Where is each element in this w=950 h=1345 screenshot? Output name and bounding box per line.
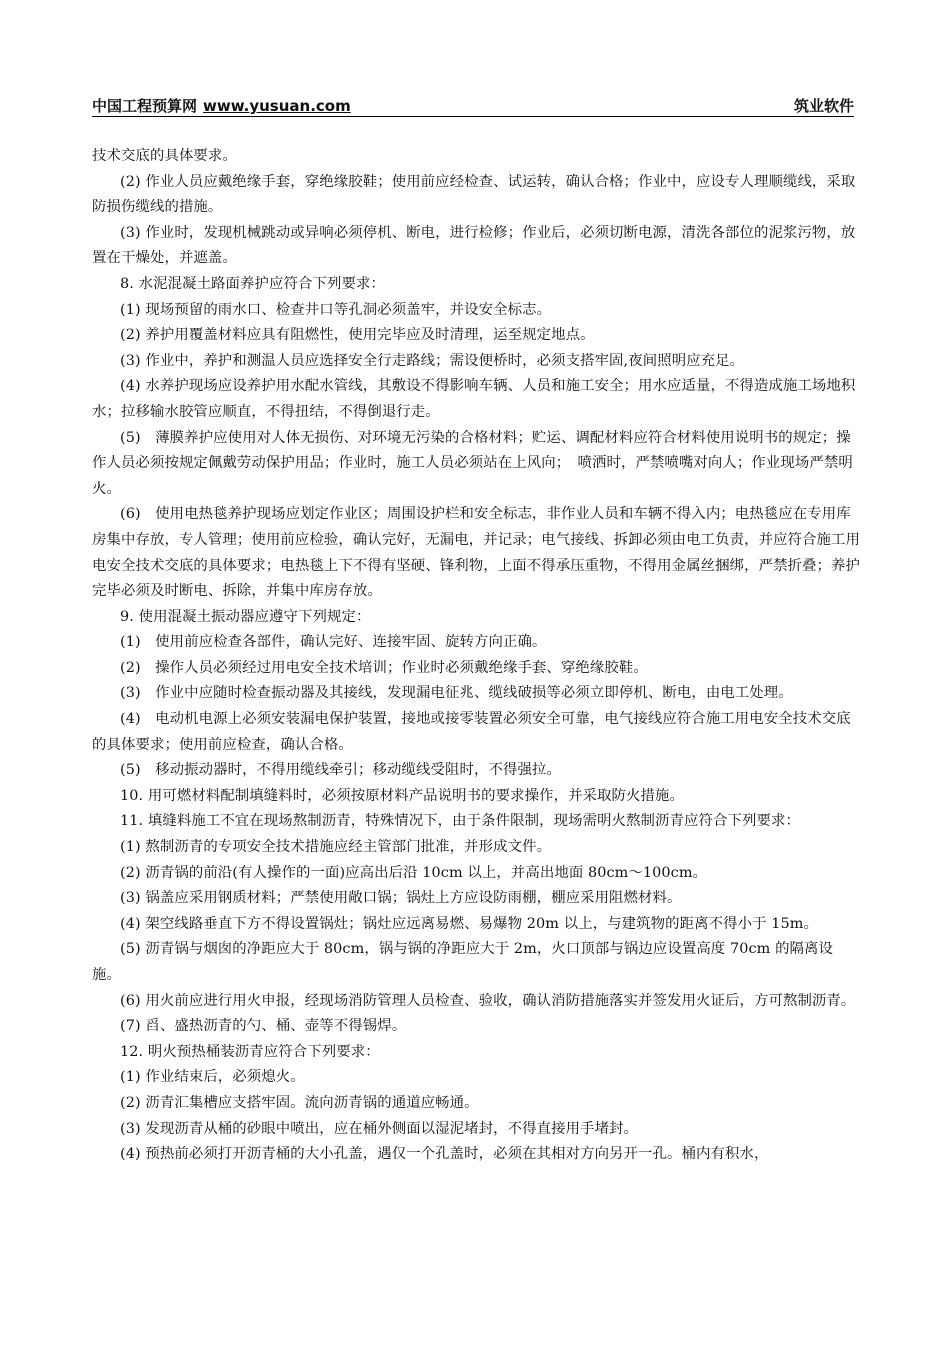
paragraph: 9. 使用混凝土振动器应遵守下列规定：: [120, 608, 371, 625]
paragraph: (1) 现场预留的雨水口、检查井口等孔洞必须盖牢，并设安全标志。: [120, 301, 552, 318]
paragraph: 12. 明火预热桶装沥青应符合下列要求：: [120, 1043, 380, 1060]
paragraph: 8. 水泥混凝土路面养护应符合下列要求：: [120, 275, 385, 292]
paragraph: (3) 作业中应随时检查振动器及其接线，发现漏电征兆、缆线破损等必须立即停机、断电，由电工处理。: [120, 685, 793, 702]
paragraph: (3) 作业中，养护和测温人员应选择安全行走路线；需设便桥时，必须支搭牢固,夜间照明应充足。: [120, 352, 745, 369]
paragraph: (7) 舀、盛热沥青的勺、桶、壶等不得锡焊。: [120, 1018, 407, 1035]
paragraph: (2) 作业人员应戴绝缘手套，穿绝缘胶鞋；使用前应经检查、试运转，确认合格；作业中，应设专人理顺缆线，采取防损伤缆线的措施。: [92, 173, 856, 216]
paragraph: (4) 预热前必须打开沥青桶的大小孔盖，遇仅一个孔盖时，必须在其相对方向另开一孔。桶内有积水，: [120, 1146, 769, 1163]
document-body: [92, 144, 860, 1168]
paragraph: (4) 架空线路垂直下方不得设置锅灶；锅灶应远离易燃、易爆物 20m 以上，与建筑物的距离不得小于 15m。: [120, 915, 819, 932]
site-url[interactable]: www.yusuan.com: [203, 97, 351, 115]
paragraph: 技术交底的具体要求。: [92, 148, 237, 164]
header-right-text: 筑业软件: [793, 97, 854, 115]
header-left: [92, 95, 351, 116]
paragraph: (3) 发现沥青从桶的砂眼中喷出，应在桶外侧面以湿泥堵封，不得直接用手堵封。: [120, 1120, 639, 1137]
paragraph: 10. 用可燃材料配制填缝料时，必须按原材料产品说明书的要求操作，并采取防火措施。: [120, 787, 685, 804]
paragraph: (1) 使用前应检查各部件，确认完好、连接牢固、旋转方向正确。: [120, 634, 547, 651]
paragraph: (6) 使用电热毯养护现场应划定作业区；周围设护栏和安全标志，非作业人员和车辆不得入内；电热毯应在专用库房集中存放，专人管理；使用前应检验，确认完好，无漏电，并记录；电气接线、拆卸必须由电工负责，并应符合施工用电安全技术交底的具体要求；电热毯上下不得有坚硬、锋利物，上面不得承压重物，不得用金属丝捆绑，严禁折叠；养护完毕必须及时断电、拆除，并集中库房存放。: [92, 506, 861, 600]
page-header: [92, 94, 854, 117]
paragraph: (3) 锅盖应采用钢质材料；严禁使用敞口锅；锅灶上方应设防雨棚，棚应采用阻燃材料。: [120, 890, 682, 907]
paragraph: (3) 作业时，发现机械跳动或异响必须停机、断电，进行检修；作业后，必须切断电源，清洗各部位的泥浆污物，放置在干燥处，并遮盖。: [92, 224, 856, 267]
paragraph: (2) 操作人员必须经过用电安全技术培训；作业时必须戴绝缘手套、穿绝缘胶鞋。: [120, 659, 648, 676]
site-name: 中国工程预算网: [92, 97, 198, 115]
paragraph: (4) 电动机电源上必须安装漏电保护装置，接地或接零装置必须安全可靠，电气接线应符合施工用电安全技术交底的具体要求；使用前应检查，确认合格。: [92, 711, 851, 753]
paragraph: (6) 用火前应进行用火申报，经现场消防管理人员检查、验收，确认消防措施落实并签发用火证后，方可熬制沥青。: [120, 992, 856, 1009]
paragraph: (2) 养护用覆盖材料应具有阻燃性，使用完毕应及时清理，运至规定地点。: [120, 327, 595, 344]
paragraph: (1) 作业结束后，必须熄火。: [120, 1069, 305, 1086]
paragraph: (1) 熬制沥青的专项安全技术措施应经主管部门批准，并形成文件。: [120, 839, 552, 856]
paragraph: (4) 水养护现场应设养护用水配水管线，其敷设不得影响车辆、人员和施工安全；用水应适量，不得造成施工场地积水；拉移输水胶管应顺直，不得扭结，不得倒退行走。: [92, 378, 856, 420]
paragraph: (5) 沥青锅与烟囱的净距应大于 80cm，锅与锅的净距应大于 2m，火口顶部与锅边应设置高度 70cm 的隔离设施。: [92, 941, 834, 983]
paragraph: (5) 移动振动器时，不得用缆线牵引；移动缆线受阻时，不得强拉。: [120, 762, 561, 779]
paragraph: 11. 填缝料施工不宜在现场熬制沥青，特殊情况下，由于条件限制，现场需明火熬制沥青应符合下列要求：: [120, 813, 800, 830]
paragraph: (2) 沥青汇集槽应支搭牢固。流向沥青锅的通道应畅通。: [120, 1094, 479, 1111]
paragraph: (2) 沥青锅的前沿(有人操作的一面)应高出后沿 10cm 以上，并高出地面 80cm～100cm。: [120, 864, 708, 881]
paragraph: (5) 薄膜养护应使用对人体无损伤、对环境无污染的合格材料；贮运、调配材料应符合材料使用说明书的规定；操作人员必须按规定佩戴劳动保护用品；作业时，施工人员必须站在上风向； 喷洒时，严禁喷嘴对向人；作业现场严禁明火。: [92, 429, 853, 497]
